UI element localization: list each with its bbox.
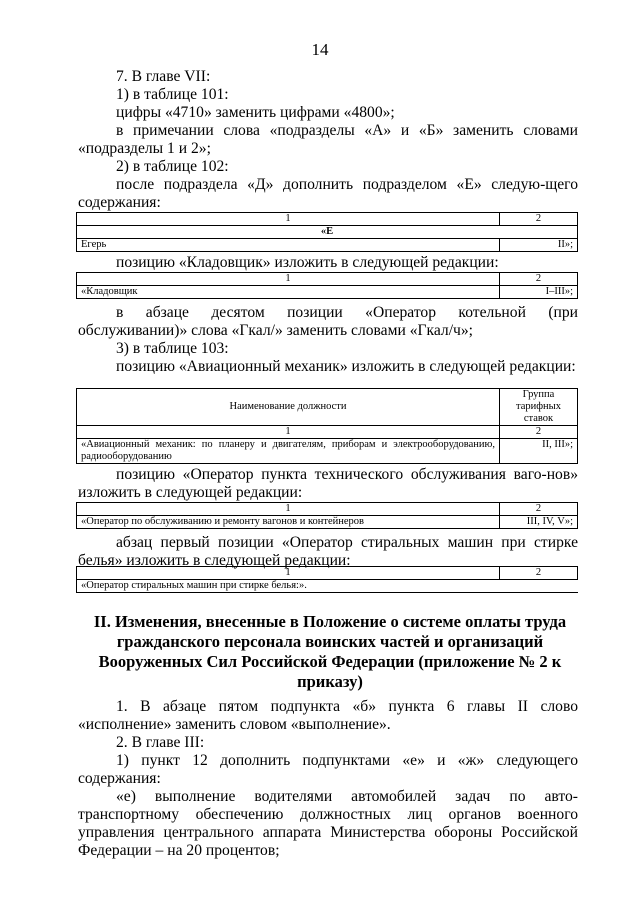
table-header-position: Наименование должности <box>77 389 500 426</box>
table-cell-value: II, III»; <box>500 439 578 464</box>
line-storekeeper: позицию «Кладовщик» изложить в следующей редакции: <box>116 254 499 271</box>
table-col-header: 1 <box>77 503 500 516</box>
table-col-header: 2 <box>500 567 578 580</box>
table-col-header: 1 <box>77 213 500 226</box>
table-egerj <box>76 212 578 252</box>
table-cell-value: I–III»; <box>500 286 578 299</box>
table-cell-name: Егерь <box>77 239 500 252</box>
table-col-header: 2 <box>500 426 578 439</box>
line-boiler-operator: в абзаце десятом позиции «Оператор котельной (при обслуживании)» слова «Гкал/» заменить словами «Гкал/ч»; <box>78 304 578 339</box>
table-laundry-operator <box>76 566 578 593</box>
table-cell-value: II»; <box>500 239 578 252</box>
table-cell-value: III, IV, V»; <box>500 516 578 529</box>
table-cell-name: «Оператор стиральных машин при стирке белья:». <box>77 580 578 593</box>
paragraph-3: 1) пункт 12 дополнить подпунктами «е» и «ж» следующего содержания: <box>78 752 578 787</box>
line-digits-replace: цифры «4710» заменить цифрами «4800»; <box>116 104 395 121</box>
line-note-replace: в примечании слова «подразделы «А» и «Б» заменить словами «подразделы 1 и 2»; <box>78 122 578 157</box>
line-table-103: 3) в таблице 103: <box>116 340 229 357</box>
section-heading: II. Изменения, внесенные в Положение о системе оплаты труда гражданского персонала воинских частей и организаций Вооруженных Сил Российской Федерации (приложение № 2 к приказу) <box>93 612 567 691</box>
table-cell-name: «Оператор по обслуживанию и ремонту вагонов и контейнеров <box>77 516 500 529</box>
page-number: 14 <box>311 40 329 59</box>
table-col-header: 1 <box>77 567 500 580</box>
table-storekeeper <box>76 272 578 299</box>
table-header-group: Группа тарифных ставок <box>500 389 578 426</box>
table-section-label: «Е <box>77 226 578 239</box>
line-aviation-mechanic: позицию «Авиационный механик» изложить в следующей редакции: <box>116 358 576 375</box>
table-cell-name: «Кладовщик <box>77 286 500 299</box>
table-col-header: 1 <box>77 273 500 286</box>
line-chapter-7: 7. В главе VII: <box>116 68 211 85</box>
table-wagon-operator <box>76 502 578 529</box>
table-col-header: 1 <box>77 426 500 439</box>
paragraph-2: 2. В главе III: <box>116 734 205 751</box>
table-aviation-mechanic <box>76 388 578 464</box>
table-col-header: 2 <box>500 273 578 286</box>
line-table-101: 1) в таблице 101: <box>116 86 229 103</box>
table-col-header: 2 <box>500 503 578 516</box>
paragraph-4: «е) выполнение водителями автомобилей задач по авто-транспортному обеспечению должностных лиц органов военного управления центрального аппарата Министерства обороны Российской Федерации – на 20 процентов; <box>78 788 578 859</box>
line-wagon-operator: позицию «Оператор пункта технического обслуживания ваго-нов» изложить в следующей редакции: <box>78 466 578 501</box>
line-table-102: 2) в таблице 102: <box>116 158 229 175</box>
table-cell-name: «Авиационный механик: по планеру и двигателям, приборам и электрооборудованию, радиооборудованию <box>77 439 500 464</box>
paragraph-1: 1. В абзаце пятом подпункта «б» пункта 6 главы II слово «исполнение» заменить словом «выполнение». <box>78 698 578 733</box>
line-add-subsection: после подраздела «Д» дополнить подразделом «Е» следую-щего содержания: <box>78 176 578 211</box>
table-col-header: 2 <box>500 213 578 226</box>
line-laundry-operator: абзац первый позиции «Оператор стиральных машин при стирке белья» изложить в следующей редакции: <box>78 534 578 569</box>
